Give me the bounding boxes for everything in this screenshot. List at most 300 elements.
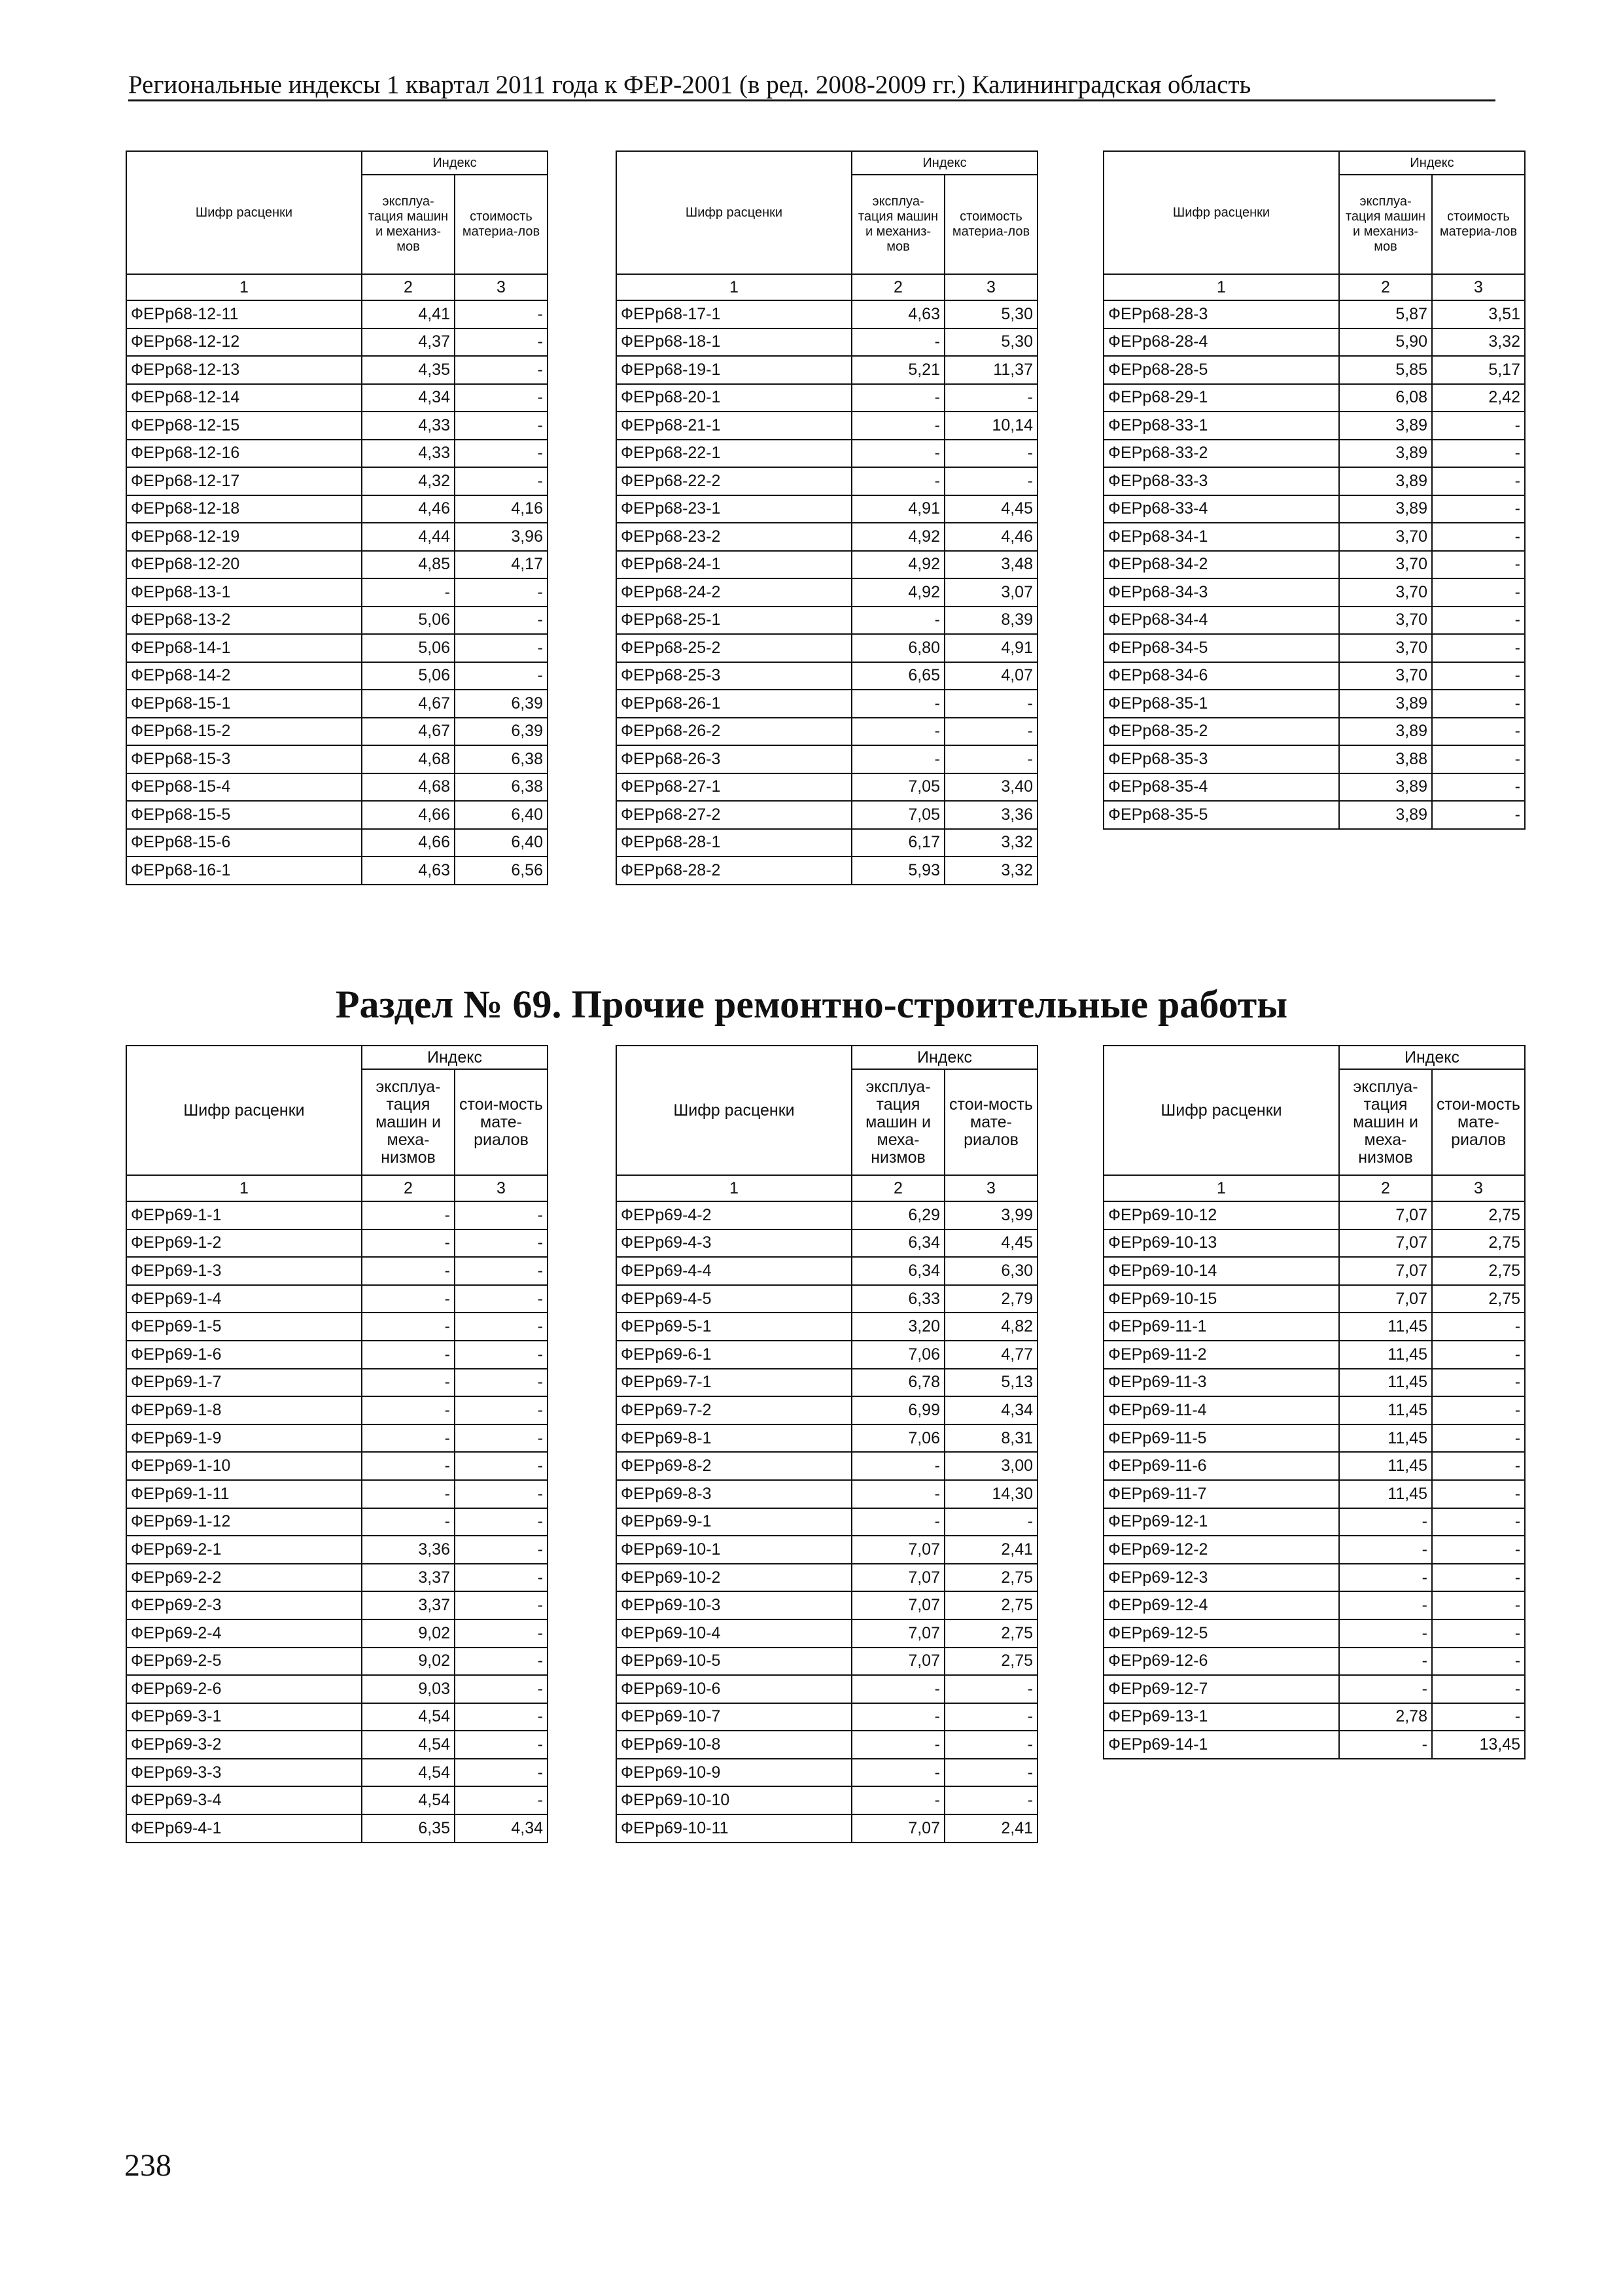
machines-index: - [1339,1731,1432,1759]
table-row [126,467,548,495]
machines-index: 4,63 [852,300,945,328]
column-number: 1 [616,1175,852,1201]
rate-code: ФЕРр69-11-5 [1104,1424,1339,1453]
table-row [1104,745,1525,773]
rate-code: ФЕРр69-10-11 [616,1814,852,1843]
machines-index: 7,07 [1339,1257,1432,1285]
table-row [1104,1480,1525,1508]
machines-index: 4,68 [362,773,455,802]
materials-index: - [1432,1591,1525,1619]
header-code: Шифр расценки [126,1046,362,1175]
column-number: 2 [1339,274,1432,300]
machines-index: 4,54 [362,1703,455,1731]
rate-code: ФЕРр69-1-8 [126,1396,362,1424]
table-row [1104,1619,1525,1648]
machines-index: 11,45 [1339,1313,1432,1341]
rate-code: ФЕРр69-1-7 [126,1369,362,1397]
table-row [126,1703,548,1731]
rate-code: ФЕРр69-2-3 [126,1591,362,1619]
header-code: Шифр расценки [1104,1046,1339,1175]
materials-index: 6,38 [455,745,548,773]
table-row [616,412,1038,440]
rate-code: ФЕРр69-3-3 [126,1759,362,1787]
materials-index: - [455,1229,548,1258]
rate-code: ФЕРр68-34-5 [1104,634,1339,662]
header-machines: эксплуа-тация машин и механиз-мов [362,175,455,274]
machines-index: - [362,1285,455,1313]
table-row [1104,495,1525,523]
materials-index: 4,91 [945,634,1038,662]
table-row [1104,1452,1525,1480]
rate-code: ФЕРр68-24-1 [616,551,852,579]
rate-code: ФЕРр68-17-1 [616,300,852,328]
column-number: 3 [1432,274,1525,300]
rate-code: ФЕРр68-34-3 [1104,578,1339,607]
materials-index: - [1432,1619,1525,1648]
materials-index: - [1432,1424,1525,1453]
materials-index: 8,39 [945,607,1038,635]
machines-index: 6,17 [852,829,945,857]
materials-index: - [1432,1313,1525,1341]
rate-code: ФЕРр68-12-15 [126,412,362,440]
rate-code: ФЕРр68-27-2 [616,801,852,829]
materials-index: 4,45 [945,1229,1038,1258]
machines-index: 3,37 [362,1564,455,1592]
table-row [616,523,1038,551]
rate-code: ФЕРр68-33-3 [1104,467,1339,495]
rate-code: ФЕРр68-19-1 [616,356,852,384]
column-number: 1 [616,274,852,300]
page-number: 238 [124,2148,171,2183]
machines-index: 4,54 [362,1759,455,1787]
header-materials: стои-мость мате-риалов [945,1069,1038,1175]
machines-index: 6,08 [1339,384,1432,412]
column-number: 3 [945,1175,1038,1201]
rate-code: ФЕРр68-12-20 [126,551,362,579]
materials-index: 3,36 [945,801,1038,829]
rate-code: ФЕРр69-2-6 [126,1675,362,1703]
rate-code: ФЕРр68-12-16 [126,440,362,468]
rate-code: ФЕРр69-3-4 [126,1786,362,1814]
rate-code: ФЕРр69-6-1 [616,1341,852,1369]
machines-index: 3,36 [362,1536,455,1564]
rate-code: ФЕРр68-22-1 [616,440,852,468]
rate-code: ФЕРр69-10-2 [616,1564,852,1592]
rate-code: ФЕРр68-15-3 [126,745,362,773]
machines-index: 3,89 [1339,773,1432,802]
table-row [126,801,548,829]
machines-index: 4,54 [362,1731,455,1759]
machines-index: 7,05 [852,773,945,802]
table-row [616,1201,1038,1229]
table-row [126,578,548,607]
machines-index: - [852,384,945,412]
materials-index: - [1432,690,1525,718]
rate-code: ФЕРр69-7-1 [616,1369,852,1397]
column-number: 2 [852,274,945,300]
machines-index: - [852,412,945,440]
materials-index: 6,39 [455,718,548,746]
machines-index: 5,21 [852,356,945,384]
materials-index: 5,13 [945,1369,1038,1397]
machines-index: 11,45 [1339,1452,1432,1480]
table-row [616,1313,1038,1341]
materials-index: - [455,300,548,328]
table-row [1104,662,1525,690]
materials-index: 2,75 [945,1591,1038,1619]
header-materials: стоимость материа-лов [455,175,548,274]
table-row [1104,1508,1525,1536]
header-machines: эксплуа-тация машин и меха-низмов [1339,1069,1432,1175]
machines-index: 7,05 [852,801,945,829]
machines-index: 4,85 [362,551,455,579]
machines-index: 3,89 [1339,412,1432,440]
table-row [616,1396,1038,1424]
materials-index: - [455,440,548,468]
rate-code: ФЕРр68-12-17 [126,467,362,495]
materials-index: 5,30 [945,300,1038,328]
materials-index: - [1432,551,1525,579]
table-row [616,829,1038,857]
table-row [1104,578,1525,607]
rate-code: ФЕРр69-1-12 [126,1508,362,1536]
table-row [616,1257,1038,1285]
materials-index: 4,07 [945,662,1038,690]
table-row [126,634,548,662]
machines-index: - [1339,1675,1432,1703]
table-row [616,384,1038,412]
rate-code: ФЕРр68-12-19 [126,523,362,551]
header-machines: эксплуа-тация машин и механиз-мов [1339,175,1432,274]
materials-index: 2,41 [945,1814,1038,1843]
machines-index: 3,89 [1339,467,1432,495]
materials-index: - [455,1341,548,1369]
header-machines: эксплуа-тация машин и меха-низмов [362,1069,455,1175]
rate-code: ФЕРр68-34-4 [1104,607,1339,635]
table-row [126,1369,548,1397]
rate-code: ФЕРр68-24-2 [616,578,852,607]
table-row [126,829,548,857]
materials-index: - [1432,1341,1525,1369]
machines-index: 4,54 [362,1786,455,1814]
table-row [616,1814,1038,1843]
table-row [1104,718,1525,746]
table-row [126,328,548,357]
machines-index: 4,44 [362,523,455,551]
machines-index: 3,89 [1339,801,1432,829]
table-row [1104,1257,1525,1285]
machines-index: 11,45 [1339,1480,1432,1508]
machines-index: - [362,1508,455,1536]
materials-index: - [455,1369,548,1397]
materials-index: 3,00 [945,1452,1038,1480]
rate-code: ФЕРр69-12-7 [1104,1675,1339,1703]
machines-index: 7,07 [852,1536,945,1564]
materials-index: - [1432,1536,1525,1564]
table-row [1104,1201,1525,1229]
machines-index: 4,32 [362,467,455,495]
machines-index: 9,02 [362,1648,455,1676]
machines-index: 4,33 [362,440,455,468]
machines-index: - [362,1341,455,1369]
rate-code: ФЕРр68-33-1 [1104,412,1339,440]
rate-code: ФЕРр69-10-6 [616,1675,852,1703]
table-row [616,857,1038,885]
page-header: Региональные индексы 1 квартал 2011 года к ФЕР-2001 (в ред. 2008-2009 гг.) Калининградская область [128,71,1495,101]
header-index: Индекс [852,151,1038,175]
rate-code: ФЕРр69-10-8 [616,1731,852,1759]
rate-code: ФЕРр69-10-5 [616,1648,852,1676]
materials-index: - [945,440,1038,468]
machines-index: - [852,1452,945,1480]
materials-index: 4,16 [455,495,548,523]
rate-code: ФЕРр69-1-2 [126,1229,362,1258]
rate-code: ФЕРр68-28-3 [1104,300,1339,328]
materials-index: - [1432,523,1525,551]
table-row [616,328,1038,357]
machines-index: 4,67 [362,718,455,746]
materials-index: - [455,578,548,607]
machines-index: 7,07 [852,1591,945,1619]
rate-code: ФЕРр69-1-4 [126,1285,362,1313]
materials-index: - [455,1396,548,1424]
table-row [616,1703,1038,1731]
table-row [126,662,548,690]
machines-index: 3,89 [1339,718,1432,746]
materials-index: 6,38 [455,773,548,802]
rate-code: ФЕРр68-25-1 [616,607,852,635]
rate-code: ФЕРр68-18-1 [616,328,852,357]
column-number: 1 [1104,1175,1339,1201]
header-index: Индекс [1339,1046,1525,1069]
rate-code: ФЕРр68-26-3 [616,745,852,773]
table-row [126,1285,548,1313]
rate-code: ФЕРр68-35-2 [1104,718,1339,746]
machines-index: 11,45 [1339,1369,1432,1397]
machines-index: 4,67 [362,690,455,718]
table-section68-col2 [616,150,1038,885]
table-row [616,607,1038,635]
materials-index: 2,42 [1432,384,1525,412]
header-materials: стоимость материа-лов [1432,175,1525,274]
machines-index: 4,66 [362,829,455,857]
table-row [126,773,548,802]
materials-index: - [945,1731,1038,1759]
rate-code: ФЕРр69-2-4 [126,1619,362,1648]
machines-index: 4,68 [362,745,455,773]
table-row [1104,1536,1525,1564]
table-row [616,1452,1038,1480]
table-row [616,1731,1038,1759]
rate-code: ФЕРр69-11-1 [1104,1313,1339,1341]
rate-code: ФЕРр69-4-3 [616,1229,852,1258]
table-row [616,467,1038,495]
machines-index: 11,45 [1339,1424,1432,1453]
header-index: Индекс [852,1046,1038,1069]
materials-index: 6,30 [945,1257,1038,1285]
machines-index: - [1339,1536,1432,1564]
rate-code: ФЕРр69-1-5 [126,1313,362,1341]
rate-code: ФЕРр68-12-12 [126,328,362,357]
rate-code: ФЕРр69-10-3 [616,1591,852,1619]
table-row [1104,412,1525,440]
rate-code: ФЕРр68-15-1 [126,690,362,718]
materials-index: - [455,1536,548,1564]
materials-index: - [455,384,548,412]
rate-code: ФЕРр68-14-1 [126,634,362,662]
table-row [126,745,548,773]
materials-index: - [945,1703,1038,1731]
table-row [1104,440,1525,468]
materials-index: - [1432,1452,1525,1480]
materials-index: 5,30 [945,328,1038,357]
machines-index: 4,37 [362,328,455,357]
rate-code: ФЕРр69-10-4 [616,1619,852,1648]
rate-code: ФЕРр69-10-10 [616,1786,852,1814]
rate-code: ФЕРр69-2-5 [126,1648,362,1676]
rate-code: ФЕРр69-11-6 [1104,1452,1339,1480]
materials-index: - [1432,1675,1525,1703]
machines-index: 4,92 [852,551,945,579]
rate-code: ФЕРр68-12-14 [126,384,362,412]
rate-code: ФЕРр69-13-1 [1104,1703,1339,1731]
rate-code: ФЕРр68-15-5 [126,801,362,829]
table-row [616,440,1038,468]
column-number: 2 [362,1175,455,1201]
materials-index: 2,75 [1432,1229,1525,1258]
table-row [126,1229,548,1258]
machines-index: 11,45 [1339,1396,1432,1424]
machines-index: - [1339,1591,1432,1619]
column-number: 1 [126,274,362,300]
column-number: 3 [945,274,1038,300]
rate-code: ФЕРр68-35-1 [1104,690,1339,718]
table-row [126,356,548,384]
machines-index: 6,99 [852,1396,945,1424]
rate-code: ФЕРр68-21-1 [616,412,852,440]
table-row [1104,1369,1525,1397]
materials-index: 4,46 [945,523,1038,551]
machines-index: 4,66 [362,801,455,829]
table-row [616,1424,1038,1453]
rate-code: ФЕРр69-2-1 [126,1536,362,1564]
machines-index: - [852,1703,945,1731]
table-row [1104,523,1525,551]
table-section68-col3 [1103,150,1526,830]
rate-code: ФЕРр69-10-14 [1104,1257,1339,1285]
table-row [126,857,548,885]
materials-index: - [1432,634,1525,662]
table-row [1104,1675,1525,1703]
materials-index: 11,37 [945,356,1038,384]
machines-index: 4,63 [362,857,455,885]
materials-index: - [455,1424,548,1453]
table-section68-col1 [126,150,548,885]
rate-code: ФЕРр68-25-3 [616,662,852,690]
machines-index: 3,70 [1339,634,1432,662]
materials-index: - [455,1564,548,1592]
rate-code: ФЕРр69-11-7 [1104,1480,1339,1508]
machines-index: 4,92 [852,523,945,551]
rate-code: ФЕРр68-23-2 [616,523,852,551]
rate-code: ФЕРр68-27-1 [616,773,852,802]
rate-code: ФЕРр69-11-3 [1104,1369,1339,1397]
table-row [126,1536,548,1564]
materials-index: - [1432,578,1525,607]
table-row [126,1257,548,1285]
materials-index: - [455,1285,548,1313]
materials-index: 2,75 [945,1564,1038,1592]
table-row [126,1786,548,1814]
materials-index: 3,32 [945,857,1038,885]
rate-code: ФЕРр68-12-18 [126,495,362,523]
materials-index: 2,75 [945,1648,1038,1676]
machines-index: 3,89 [1339,440,1432,468]
table-row [1104,356,1525,384]
materials-index: 2,75 [1432,1257,1525,1285]
table-row [616,718,1038,746]
machines-index: 4,46 [362,495,455,523]
materials-index: 3,32 [1432,328,1525,357]
table-section69-col1 [126,1045,548,1843]
rate-code: ФЕРр69-2-2 [126,1564,362,1592]
rate-code: ФЕРр68-35-4 [1104,773,1339,802]
materials-index: - [455,1675,548,1703]
table-row [126,551,548,579]
materials-index: - [455,1508,548,1536]
table-row [1104,1341,1525,1369]
machines-index: - [852,607,945,635]
materials-index: - [1432,1396,1525,1424]
header-materials: стои-мость мате-риалов [1432,1069,1525,1175]
materials-index: - [455,1201,548,1229]
rate-code: ФЕРр69-10-12 [1104,1201,1339,1229]
table-row [126,1731,548,1759]
table-row [126,1201,548,1229]
rate-code: ФЕРр69-1-3 [126,1257,362,1285]
rate-code: ФЕРр69-1-9 [126,1424,362,1453]
rate-code: ФЕРр68-34-2 [1104,551,1339,579]
machines-index: 6,33 [852,1285,945,1313]
table-row [126,300,548,328]
rate-code: ФЕРр68-35-3 [1104,745,1339,773]
materials-index: 4,34 [945,1396,1038,1424]
table-row [616,1675,1038,1703]
rate-code: ФЕРр69-4-2 [616,1201,852,1229]
rate-code: ФЕРр68-29-1 [1104,384,1339,412]
rate-code: ФЕРр69-10-7 [616,1703,852,1731]
table-row [126,1480,548,1508]
materials-index: 6,40 [455,829,548,857]
machines-index: 6,35 [362,1814,455,1843]
table-row [1104,1648,1525,1676]
header-index: Индекс [362,151,548,175]
table-row [616,495,1038,523]
machines-index: 5,06 [362,662,455,690]
table-row [126,1424,548,1453]
machines-index: 4,91 [852,495,945,523]
materials-index: - [455,634,548,662]
rate-code: ФЕРр68-34-1 [1104,523,1339,551]
table-row [126,1341,548,1369]
materials-index: 4,17 [455,551,548,579]
materials-index: - [455,1313,548,1341]
rate-code: ФЕРр69-10-9 [616,1759,852,1787]
rate-code: ФЕРр69-14-1 [1104,1731,1339,1759]
rate-code: ФЕРр69-12-4 [1104,1591,1339,1619]
materials-index: 4,45 [945,495,1038,523]
rate-code: ФЕРр69-7-2 [616,1396,852,1424]
